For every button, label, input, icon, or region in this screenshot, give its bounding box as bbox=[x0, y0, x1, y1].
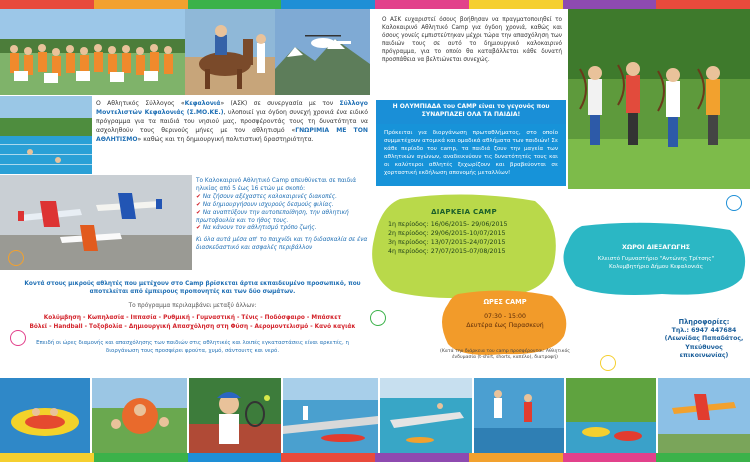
check-icon: ✔ bbox=[196, 201, 203, 208]
camp-goals-closing: Κι όλα αυτά μέσα απ' το παιχνίδι και τη διδασκαλία σε ένα διασκεδαστικό και ασφαλές περιβάλλον bbox=[196, 237, 368, 252]
photo-sea-pier bbox=[380, 378, 472, 453]
period-item: 2η περίοδος: 29/06/2015-10/07/2015 bbox=[388, 230, 506, 237]
check-icon: ✔ bbox=[196, 225, 203, 232]
intro-slogan: ΓΝΩΡΙΜΙΑ ΜΕ ΤΟΝ ΑΘΛΗΤΙΣΜΟ bbox=[96, 126, 368, 143]
camp-goals-lead: Το Καλοκαιρινό Αθλητικό Camp απευθύνεται σε παιδιά ηλικίας από 5 έως 16 ετών με σκοπό: bbox=[196, 178, 357, 192]
camp-goals-block bbox=[196, 178, 368, 253]
photo-kids-playing bbox=[92, 378, 187, 453]
flower-decoration-icon bbox=[600, 355, 616, 371]
check-icon: ✔ bbox=[196, 193, 203, 200]
intro-post: » καθώς και τη δημιουργική πολιτιστική δραστηριότητα. bbox=[137, 135, 314, 143]
flower-decoration-icon bbox=[8, 250, 24, 266]
duration-block bbox=[378, 208, 550, 256]
camp-goal-item: ✔ Να κάνουν τον αθλητισμό τρόπο ζωής. bbox=[196, 225, 317, 232]
info-title: Πληροφορίες: bbox=[678, 318, 730, 326]
bottom-color-strip bbox=[0, 453, 750, 462]
photo-model-plane-sky bbox=[658, 378, 750, 453]
intro-mid2: , υλοποιεί για όγδοη συνεχή χρονιά ένα ειδικό πρόγραμμα για τα παιδιά του νησιού μας, προσφέροντάς τους τη δυνατότητα να ασχοληθούν τους θερινούς μήνες με τον αθλητισμό « bbox=[96, 108, 368, 134]
intro-mid1: » (ΑΣΚ) σε συνεργασία με τον bbox=[220, 100, 340, 107]
flower-decoration-icon bbox=[370, 310, 386, 326]
venues-line-1: Κλειστό Γυμναστήριο "Αντώνης Τρίτσης" bbox=[597, 256, 715, 262]
photo-kids-jumping bbox=[474, 378, 564, 453]
photo-archery-kids bbox=[568, 9, 750, 189]
photo-kids-group bbox=[0, 9, 185, 95]
hours-days: Δευτέρα έως Παρασκευή bbox=[466, 322, 544, 329]
info-phone: Τηλ.: 6947 447684 bbox=[671, 326, 737, 334]
intro-paragraph bbox=[96, 100, 368, 145]
period-item: 1η περίοδος: 16/06/2015- 29/06/2015 bbox=[388, 221, 508, 228]
intro-org-name: Κεφαλονιά bbox=[184, 100, 221, 107]
info-person: (Λεωνίδας Παπαδάτος, bbox=[664, 335, 744, 343]
venues-line-2: Κολυμβητήριο Δήμου Κεφαλονιάς bbox=[608, 264, 704, 270]
flower-decoration-icon bbox=[726, 195, 742, 211]
info-block bbox=[660, 318, 748, 361]
photo-model-airplanes bbox=[0, 175, 192, 270]
program-line-1: Κολύμβηση - Κωπηλασία - Ιππασία - Ρυθμική - Γυμναστική - Τένις - Ποδόσφαιρο - Μπάσκετ bbox=[43, 315, 342, 321]
program-lead: Το πρόγραμμα περιλαμβάνει μεταξύ άλλων: bbox=[128, 303, 257, 309]
hours-title: ΩΡΕΣ CAMP bbox=[483, 298, 527, 306]
hours-block bbox=[444, 298, 566, 330]
photo-horse-riding bbox=[185, 9, 275, 95]
program-activities bbox=[10, 314, 375, 331]
photo-pedal-boats bbox=[566, 378, 656, 453]
duration-periods bbox=[378, 220, 550, 256]
check-icon: ✔ bbox=[196, 209, 203, 216]
period-item: 3η περίοδος: 13/07/2015-24/07/2015 bbox=[388, 239, 506, 246]
flower-decoration-icon bbox=[10, 330, 26, 346]
hours-time: 07:30 - 15:00 bbox=[484, 313, 526, 320]
period-item: 4η περίοδος: 27/07/2015-07/08/2015 bbox=[388, 248, 506, 255]
intro-pre: Ο Αθλητικός Σύλλογος « bbox=[96, 100, 185, 107]
camp-goal-item: ✔ Να δημιουργήσουν ισχυρούς δεσμούς φιλίας. bbox=[196, 201, 334, 208]
top-color-strip bbox=[0, 0, 750, 9]
photo-swimming-pool bbox=[0, 96, 92, 174]
camp-goal-item: ✔ Να αναπτύξουν την αυτοπεποίθηση, την αθλητική πρωτοβουλία και το ήθος τους. bbox=[196, 209, 349, 224]
olympiad-body: Πρόκειται για διοργάνωση πρωταθλήματος, στο οποίο συμμετέχουν ατομικά και ομαδικά αθλήματα των παιδιών! Σε κάθε περίοδο του camp, τα παιδιά ζουν την μαγεία των αθλητικών αγώνων, αναδεικνύουν τις δυνατότητές τους και οι καλύτεροι αθλητές ξεχωρίζουν και βραβεύονται σε χορταστική εκδήλωση απονομής μεταλλίων! bbox=[384, 130, 558, 176]
photo-model-helicopter bbox=[275, 9, 370, 95]
intro-partner-name: Σύλλογο Μοντελιστών Κεφαλονιάς (Σ.ΜΟ.ΚΕ.) bbox=[96, 100, 368, 116]
program-line-2: Βόλεϊ - Handball - Τοξοβολία - Δημιουργική Απασχόληση στη Φύση - Αερομοντελισμό - Κανό καγιάκ bbox=[29, 323, 356, 330]
duration-title: ΔΙΑΡΚΕΙΑ CAMP bbox=[431, 208, 497, 216]
olympiad-body-panel bbox=[376, 124, 566, 186]
photo-kayak-pier bbox=[283, 378, 378, 453]
hours-note: Επειδή οι ώρες διαμονής και απασχόλησης των παιδιών στις αθλητικές και λοιπές εγκαταστάσεις είναι αρκετές, η διοργάνωση τους προσφέρει φρούτα, χυμό, σάντουιτς και νερό. bbox=[36, 340, 349, 354]
venues-title: ΧΩΡΟΙ ΔΙΕΞΑΓΩΓΗΣ bbox=[621, 244, 691, 251]
equipment-note: (Κατά την διάρκεια του camp προσφέρονται: Αθλητικός ένδυμασία (t-shirt, shorts, καπέλο), διατροφή) bbox=[440, 349, 570, 361]
photo-tennis-kid bbox=[189, 378, 281, 453]
camp-goal-item: ✔ Να ζήσουν αξέχαστες καλοκαιρινές διακοπές. bbox=[196, 193, 337, 200]
olympiad-banner bbox=[376, 100, 566, 124]
info-role-1: Υπεύθυνος bbox=[685, 343, 723, 351]
venues-block bbox=[566, 244, 746, 271]
olympiad-title: Η ΟΛΥΜΠΙΑΔΑ του CAMP είναι το γεγονός που ΣΥΝΑΡΠΑΖΕΙ ΟΛΑ ΤΑ ΠΑΙΔΙΑ! bbox=[392, 103, 550, 119]
photo-inflatable-boat bbox=[0, 378, 90, 453]
thanks-paragraph: Ο ΑΣΚ ευχαριστεί όσους βοήθησαν να πραγματοποιηθεί το Καλοκαιρινό Αθλητικό Camp για όγδοη χρονιά, καθώς και όσους γονείς εμπιστεύτηκαν μέχρι τώρα την απασχόληση των παιδιών τους σε αυτό το δημιουργικό καλοκαιρινό πρόγραμμα, για το οποίο θα καταβάλλεται κάθε δυνατή προσπάθεια να βελτιώνεται συνεχώς. bbox=[382, 17, 562, 64]
info-role-2: επικοινωνίας) bbox=[679, 352, 729, 360]
staff-paragraph: Κοντά στους μικρούς αθλητές που μετέχουν στο Camp βρίσκεται άρτια εκπαιδευμένο προσωπικό, που αποτελείται από έμπειρους προπονητές και των δύο σωμάτων. bbox=[24, 281, 361, 295]
